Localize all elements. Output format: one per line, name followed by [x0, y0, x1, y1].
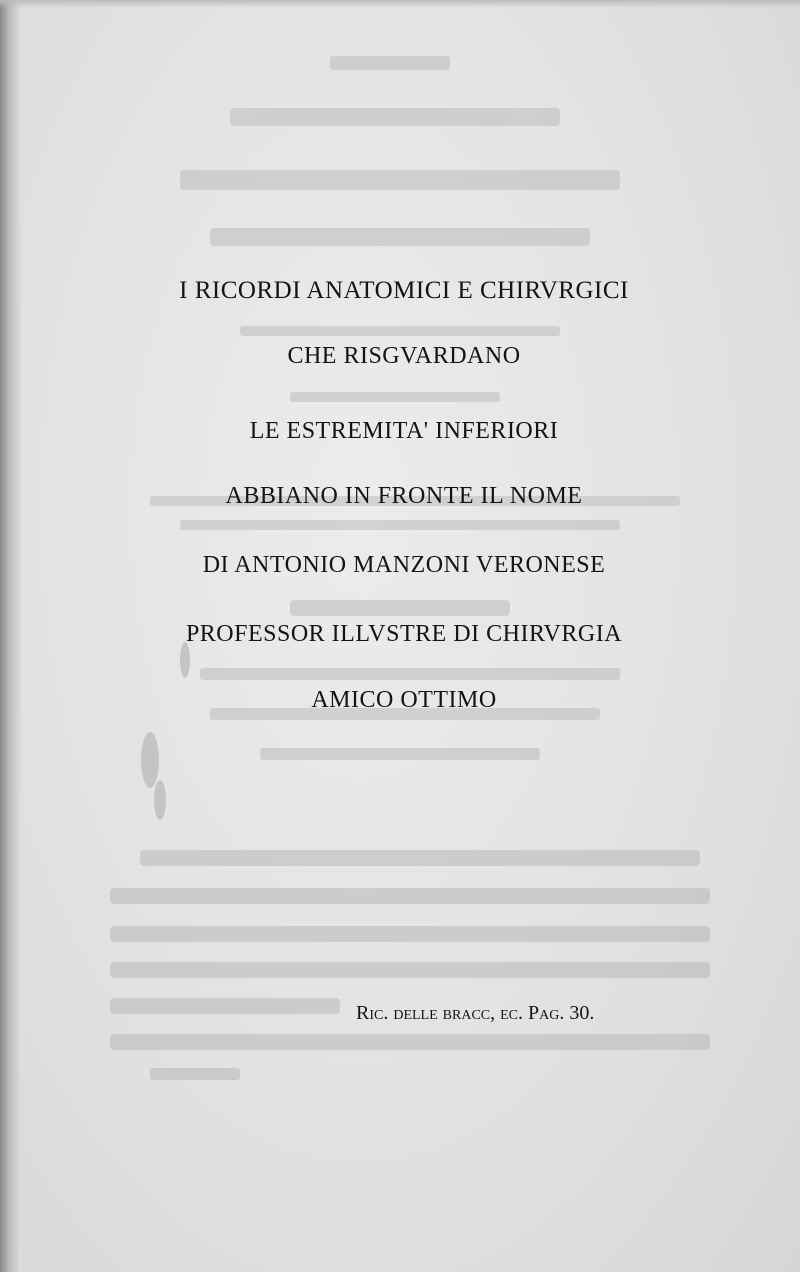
- dedication-line-3: LE ESTREMITA' INFERIORI: [249, 418, 559, 444]
- dedication-line-6: PROFESSOR ILLVSTRE DI CHIRVRGIA: [185, 621, 623, 647]
- dedication-line-4: ABBIANO IN FRONTE IL NOME: [225, 483, 583, 509]
- dedication-line-2: CHE RISGVARDANO: [287, 343, 521, 369]
- dedication-line-1: I RICORDI ANATOMICI E CHIRVRGICI: [179, 277, 629, 304]
- dedication-line-5: DI ANTONIO MANZONI VERONESE: [202, 552, 606, 578]
- dedication-line-7: AMICO OTTIMO: [311, 687, 497, 713]
- page-reference-note: Ric. delle bracc, ec. Pag. 30.: [356, 1002, 595, 1024]
